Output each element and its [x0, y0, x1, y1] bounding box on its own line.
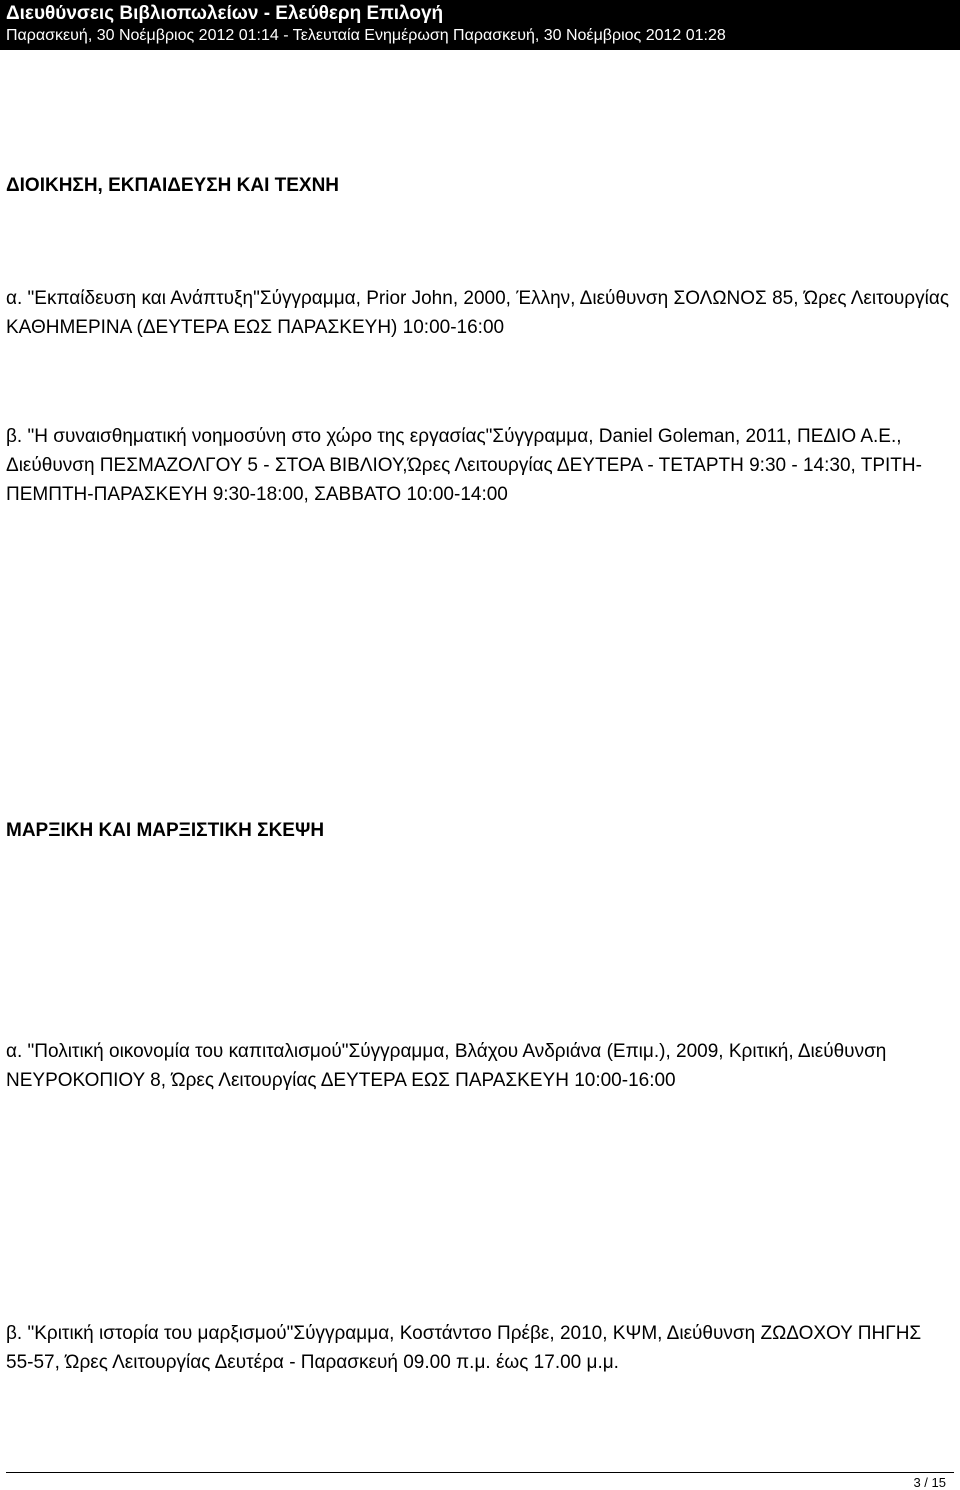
book-entry: α. "Εκπαίδευση και Ανάπτυξη"Σύγγραμμα, Prior John, 2000, Έλλην, Διεύθυνση ΣΟΛΩΝΟΣ 85, Ώρες Λειτουργίας ΚΑΘΗΜΕΡΙΝΑ (ΔΕΥΤΕΡΑ ΕΩΣ ΠΑΡΑΣΚΕΥΗ) 10:00-16:00	[6, 288, 949, 338]
section-heading-administration: ΔΙΟΙΚΗΣΗ, ΕΚΠΑΙΔΕΥΣΗ ΚΑΙ ΤΕΧΝΗ	[6, 175, 340, 196]
page-number: 3 / 15	[913, 1475, 946, 1490]
document-title: Διευθύνσεις Βιβλιοπωλείων - Ελεύθερη Επιλογή	[6, 3, 444, 24]
footer-divider	[6, 1472, 954, 1473]
book-entry: α. "Πολιτική οικονομία του καπιταλισμού"Σύγγραμμα, Βλάχου Ανδριάνα (Επιμ.), 2009, Κριτική, Διεύθυνση ΝΕΥΡΟΚΟΠΙΟΥ 8, Ώρες Λειτουργίας ΔΕΥΤΕΡΑ ΕΩΣ ΠΑΡΑΣΚΕΥΗ 10:00-16:00	[6, 1041, 887, 1091]
document-dates: Παρασκευή, 30 Νοέμβριος 2012 01:14 - Τελευταία Ενημέρωση Παρασκευή, 30 Νοέμβριος 2012 01:28	[6, 27, 726, 44]
page-header	[0, 0, 960, 50]
section-heading-marxism: ΜΑΡΞΙΚΗ ΚΑΙ ΜΑΡΞΙΣΤΙΚΗ ΣΚΕΨΗ	[6, 820, 325, 841]
book-entry: β. "Η συναισθηματική νοημοσύνη στο χώρο της εργασίας"Σύγγραμμα, Daniel Goleman, 2011, ΠΕΔΙΟ Α.Ε., Διεύθυνση ΠΕΣΜΑΖΟΛΓΟΥ 5 - ΣΤΟΑ ΒΙΒΛΙΟΥ,Ώρες Λειτουργίας ΔΕΥΤΕΡΑ - ΤΕΤΑΡΤΗ 9:30 - 14:30, ΤΡΙΤΗ-ΠΕΜΠΤΗ-ΠΑΡΑΣΚΕΥΗ 9:30-18:00, ΣΑΒΒΑΤΟ 10:00-14:00	[6, 426, 922, 505]
book-entry: β. "Κριτική ιστορία του μαρξισμού"Σύγγραμμα, Κοστάντσο Πρέβε, 2010, ΚΨΜ, Διεύθυνση ΖΩΔΟΧΟΥ ΠΗΓΗΣ 55-57, Ώρες Λειτουργίας Δευτέρα - Παρασκευή 09.00 π.μ. έως 17.00 μ.μ.	[6, 1323, 922, 1373]
